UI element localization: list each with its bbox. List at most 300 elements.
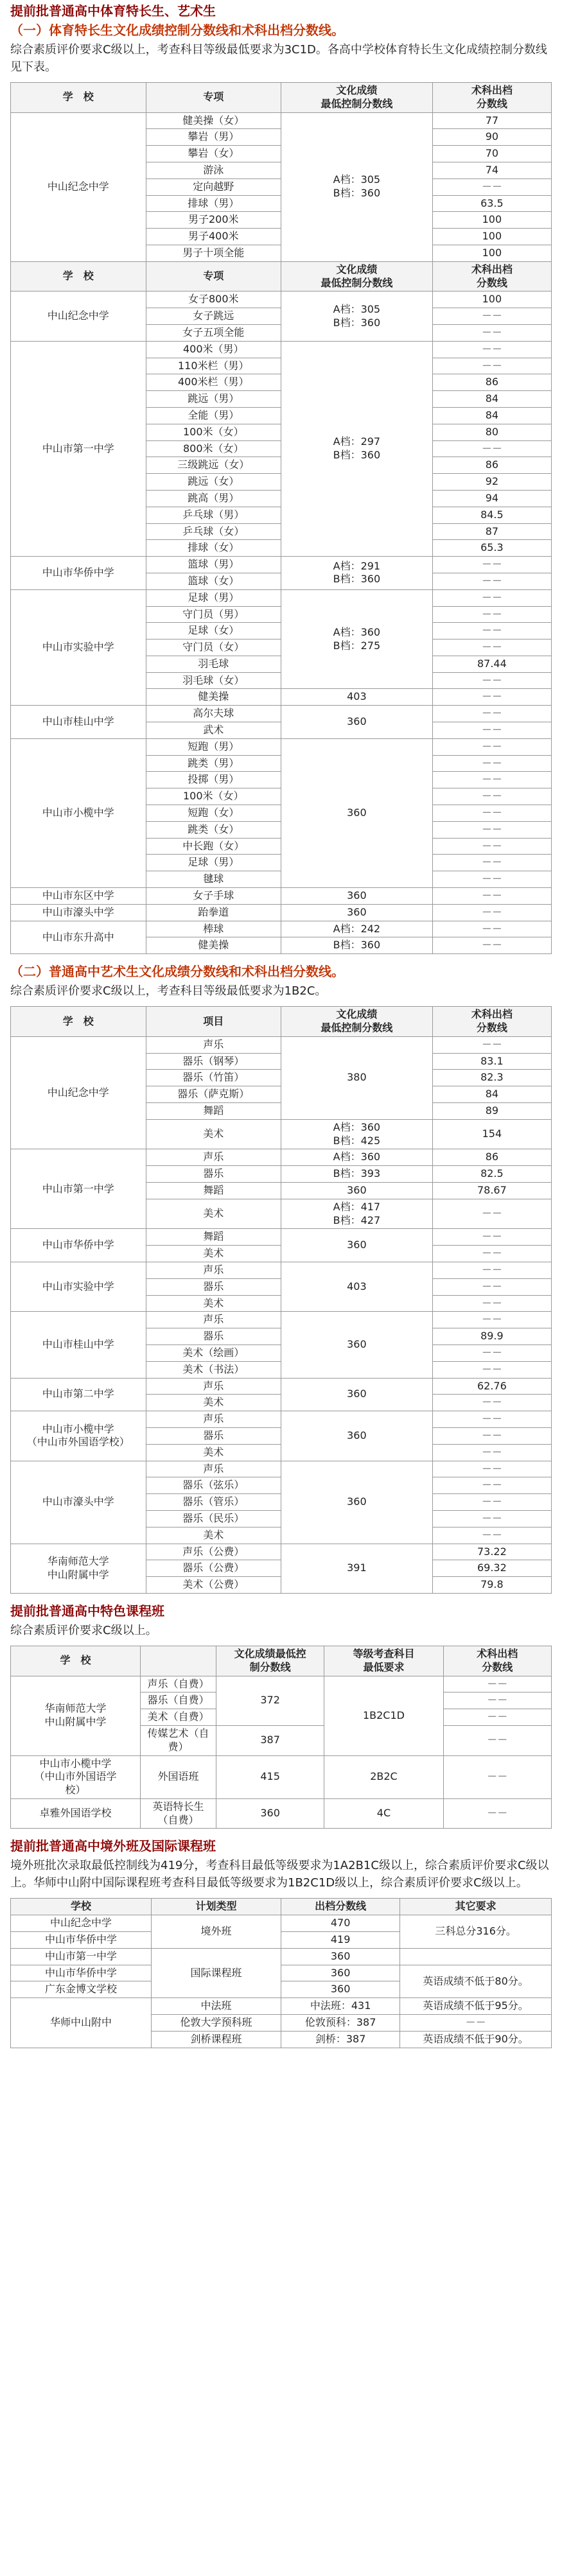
item-cell: 乒乓球（女）: [146, 523, 281, 540]
skill-score-cell: －－: [432, 888, 551, 905]
skill-score-cell: －－: [443, 1676, 551, 1693]
skill-score-cell: －－: [443, 1798, 551, 1829]
section-4: [10, 1836, 552, 2048]
skill-score-cell: －－: [432, 672, 551, 689]
skill-score-cell: 92: [432, 474, 551, 491]
table-row: [11, 1229, 552, 1246]
item-cell: 声乐: [146, 1312, 281, 1328]
item-cell: 器乐（公费）: [146, 1560, 281, 1577]
item-cell: 美术: [146, 1199, 281, 1229]
school-cell: 中山市第一中学: [11, 1948, 152, 1965]
culture-score-cell: 360: [216, 1798, 324, 1829]
culture-score-cell: 372: [216, 1676, 324, 1725]
culture-score-cell: A档：242: [281, 921, 433, 937]
column-header: 其它要求: [400, 1899, 552, 1915]
school-cell: 中山市华侨中学: [11, 1965, 152, 1981]
skill-score-cell: －－: [432, 358, 551, 374]
skill-score-cell: 100: [432, 212, 551, 229]
item-cell: 器乐（竹笛）: [146, 1070, 281, 1086]
skill-score-cell: －－: [432, 722, 551, 739]
school-cell: 中山市华侨中学: [11, 557, 146, 590]
skill-score-cell: －－: [432, 1395, 551, 1411]
school-cell: 中山市小榄中学 （中山市外国语学校）: [11, 1411, 146, 1461]
school-cell: 中山纪念中学: [11, 1036, 146, 1149]
culture-score-cell: 360: [281, 1378, 433, 1411]
item-cell: 声乐: [146, 1036, 281, 1053]
culture-score-cell: 360: [281, 738, 433, 887]
item-cell: 跆拳道: [146, 904, 281, 921]
school-cell: 中山纪念中学: [11, 1915, 152, 1932]
item-cell: 器乐: [146, 1166, 281, 1183]
skill-score-cell: 74: [432, 162, 551, 178]
item-cell: 外国语班: [141, 1755, 216, 1798]
item-cell: 男子十项全能: [146, 245, 281, 261]
header-row: [11, 1007, 552, 1037]
section-2-intro: 综合素质评价要求C级以上，考查科目等级最低要求为1B2C。: [10, 984, 327, 998]
school-cell: 中山市实验中学: [11, 589, 146, 706]
table-row: [11, 1676, 552, 1693]
section-2-subtitle: （二）普通高中艺术生文化成绩分数线和术科出档分数线。: [10, 964, 344, 980]
item-cell: 美术（公费）: [146, 1577, 281, 1594]
level-requirement-cell: 2B2C: [324, 1755, 443, 1798]
item-cell: 800米（女）: [146, 440, 281, 457]
item-cell: 健美操: [146, 689, 281, 706]
skill-score-cell: 87: [432, 523, 551, 540]
item-cell: 舞蹈: [146, 1103, 281, 1120]
column-header: 学 校: [11, 1646, 141, 1676]
column-header: 文化成绩 最低控制分数线: [281, 261, 433, 292]
item-cell: 跳类（男）: [146, 755, 281, 772]
school-cell: 中山市第一中学: [11, 341, 146, 556]
skill-score-cell: －－: [432, 838, 551, 855]
item-cell: 篮球（男）: [146, 557, 281, 573]
culture-score-cell: 360: [281, 904, 433, 921]
table-row: [11, 1998, 552, 2015]
item-cell: 三级跳远（女）: [146, 457, 281, 474]
item-cell: 器乐（自费）: [141, 1693, 216, 1709]
item-cell: 女子五项全能: [146, 324, 281, 341]
sports-table: [10, 82, 552, 954]
plan-type-cell: 剑桥课程班: [151, 2031, 281, 2048]
other-requirement-cell: 英语成绩不低于95分。: [400, 1998, 552, 2015]
column-header: 文化成绩 最低控制分数线: [281, 1007, 433, 1037]
skill-score-cell: －－: [432, 937, 551, 954]
skill-score-cell: －－: [432, 1345, 551, 1361]
other-requirement-cell: 英语成绩不低于80分。: [400, 1965, 552, 1998]
school-cell: 中山纪念中学: [11, 292, 146, 341]
skill-score-cell: －－: [432, 178, 551, 195]
column-header: 学校: [11, 1899, 152, 1915]
table-row: [11, 904, 552, 921]
skill-score-cell: －－: [432, 341, 551, 358]
skill-score-cell: 82.3: [432, 1070, 551, 1086]
skill-score-cell: －－: [432, 1411, 551, 1428]
item-cell: 美术: [146, 1444, 281, 1461]
skill-score-cell: 剑桥：387: [281, 2031, 400, 2048]
item-cell: 声乐: [146, 1149, 281, 1166]
table-row: [11, 112, 552, 129]
item-cell: 100米（女）: [146, 424, 281, 440]
item-cell: 跳类（女）: [146, 821, 281, 838]
other-requirement-cell: 三科总分316分。: [400, 1915, 552, 1949]
skill-score-cell: 94: [432, 490, 551, 507]
section-4-title: 提前批普通高中境外班及国际课程班: [10, 1838, 216, 1854]
culture-score-cell: A档：417 B档：427: [281, 1199, 433, 1229]
skill-score-cell: 63.5: [432, 195, 551, 212]
culture-score-cell: 360: [281, 1312, 433, 1378]
item-cell: 武术: [146, 722, 281, 739]
item-cell: 器乐: [146, 1278, 281, 1295]
section-1-subtitle: （一）体育特长生文化成绩控制分数线和术科出档分数线。: [10, 22, 344, 38]
skill-score-cell: －－: [432, 589, 551, 606]
school-cell: 中山市华侨中学: [11, 1932, 152, 1949]
item-cell: 器乐（钢琴）: [146, 1053, 281, 1070]
item-cell: 健美操（女）: [146, 112, 281, 129]
item-cell: 110米栏（男）: [146, 358, 281, 374]
skill-score-cell: －－: [432, 324, 551, 341]
skill-score-cell: 470: [281, 1915, 400, 1932]
header-row: [11, 83, 552, 113]
skill-score-cell: －－: [432, 1295, 551, 1312]
plan-type-cell: 中法班: [151, 1998, 281, 2015]
skill-score-cell: －－: [432, 308, 551, 325]
culture-score-cell: 391: [281, 1544, 433, 1593]
column-header: 出档分数线: [281, 1899, 400, 1915]
item-cell: 器乐（管乐）: [146, 1494, 281, 1511]
item-cell: 篮球（女）: [146, 573, 281, 589]
skill-score-cell: 89: [432, 1103, 551, 1120]
item-cell: 守门员（女）: [146, 640, 281, 656]
school-cell: 华南师范大学 中山附属中学: [11, 1676, 141, 1755]
skill-score-cell: －－: [443, 1709, 551, 1726]
skill-score-cell: －－: [432, 1527, 551, 1544]
item-cell: 器乐: [146, 1328, 281, 1345]
skill-score-cell: －－: [432, 623, 551, 640]
skill-score-cell: 83.1: [432, 1053, 551, 1070]
table-row: [11, 1036, 552, 1053]
school-cell: 中山市小榄中学: [11, 738, 146, 887]
skill-score-cell: －－: [432, 855, 551, 871]
culture-score-cell: B档：360: [281, 937, 433, 954]
item-cell: 投掷（男）: [146, 772, 281, 788]
item-cell: 400米（男）: [146, 341, 281, 358]
column-header: 术科出档 分数线: [432, 83, 551, 113]
table-row: [11, 1461, 552, 1477]
school-cell: 中山市桂山中学: [11, 706, 146, 739]
item-cell: 守门员（男）: [146, 606, 281, 623]
column-header: 术科出档 分数线: [432, 1007, 551, 1037]
header-row: [11, 1646, 552, 1676]
item-cell: 足球（男）: [146, 855, 281, 871]
column-header: 等级考查科目 最低要求: [324, 1646, 443, 1676]
skill-score-cell: －－: [443, 1725, 551, 1755]
item-cell: 定向越野: [146, 178, 281, 195]
item-cell: 声乐: [146, 1461, 281, 1477]
table-row: [11, 1262, 552, 1278]
skill-score-cell: －－: [443, 1693, 551, 1709]
item-cell: 声乐: [146, 1262, 281, 1278]
section-2: [10, 962, 552, 1594]
skill-score-cell: 70: [432, 146, 551, 162]
item-cell: 跳远（男）: [146, 391, 281, 408]
culture-score-cell: 360: [281, 888, 433, 905]
item-cell: 美术: [146, 1527, 281, 1544]
item-cell: 短跑（男）: [146, 738, 281, 755]
school-cell: 华师中山附中: [11, 1998, 152, 2048]
item-cell: 攀岩（男）: [146, 129, 281, 146]
skill-score-cell: －－: [432, 573, 551, 589]
table-row: [11, 1948, 552, 1965]
section-1: [10, 1, 552, 954]
header-row: [11, 1899, 552, 1915]
skill-score-cell: －－: [432, 1510, 551, 1527]
table-row: [11, 1965, 552, 1981]
plan-type-cell: 境外班: [151, 1915, 281, 1949]
school-cell: 卓雅外国语学校: [11, 1798, 141, 1829]
column-header: 学 校: [11, 261, 146, 292]
skill-score-cell: －－: [432, 1477, 551, 1494]
item-cell: 100米（女）: [146, 788, 281, 805]
culture-score-cell: 403: [281, 689, 433, 706]
skill-score-cell: 100: [432, 245, 551, 261]
skill-score-cell: －－: [432, 1444, 551, 1461]
item-cell: 足球（男）: [146, 589, 281, 606]
skill-score-cell: 69.32: [432, 1560, 551, 1577]
item-cell: 全能（男）: [146, 407, 281, 424]
item-cell: 器乐（萨克斯）: [146, 1086, 281, 1103]
skill-score-cell: 82.5: [432, 1166, 551, 1183]
art-table: [10, 1006, 552, 1594]
skill-score-cell: 360: [281, 1948, 400, 1965]
skill-score-cell: －－: [443, 1755, 551, 1798]
item-cell: 男子200米: [146, 212, 281, 229]
culture-score-cell: 360: [281, 1411, 433, 1461]
skill-score-cell: 84: [432, 391, 551, 408]
skill-score-cell: 89.9: [432, 1328, 551, 1345]
culture-score-cell: 360: [281, 706, 433, 739]
table-row: [11, 921, 552, 937]
skill-score-cell: －－: [432, 772, 551, 788]
skill-score-cell: －－: [432, 738, 551, 755]
column-header: 计划类型: [151, 1899, 281, 1915]
item-cell: 羽毛球: [146, 656, 281, 672]
school-cell: 中山市濠头中学: [11, 904, 146, 921]
culture-score-cell: A档：291 B档：360: [281, 557, 433, 590]
culture-score-cell: 360: [281, 1461, 433, 1544]
skill-score-cell: 84.5: [432, 507, 551, 523]
column-header: [141, 1646, 216, 1676]
skill-score-cell: 62.76: [432, 1378, 551, 1395]
skill-score-cell: －－: [432, 805, 551, 822]
level-requirement-cell: 1B2C1D: [324, 1676, 443, 1755]
culture-score-cell: A档：305 B档：360: [281, 112, 433, 261]
table-row: [11, 1544, 552, 1560]
feature-class-table: [10, 1646, 552, 1829]
skill-score-cell: －－: [432, 557, 551, 573]
item-cell: 传媒艺术（自费）: [141, 1725, 216, 1755]
skill-score-cell: －－: [432, 689, 551, 706]
school-cell: 中山市第一中学: [11, 1149, 146, 1229]
skill-score-cell: －－: [432, 871, 551, 888]
culture-score-cell: A档：360: [281, 1149, 433, 1166]
other-requirement-cell: 英语成绩不低于90分。: [400, 2031, 552, 2048]
plan-type-cell: 国际课程班: [151, 1948, 281, 1997]
skill-score-cell: －－: [432, 1427, 551, 1444]
culture-score-cell: A档：297 B档：360: [281, 341, 433, 556]
skill-score-cell: 86: [432, 457, 551, 474]
item-cell: 声乐: [146, 1411, 281, 1428]
item-cell: 足球（女）: [146, 623, 281, 640]
item-cell: 高尔夫球: [146, 706, 281, 722]
skill-score-cell: 360: [281, 1965, 400, 1981]
skill-score-cell: －－: [432, 1036, 551, 1053]
plan-type-cell: 伦敦大学预科班: [151, 2015, 281, 2032]
skill-score-cell: 79.8: [432, 1577, 551, 1594]
section-4-intro: 境外班批次录取最低控制线为419分，考查科目最低等级要求为1A2B1C级以上，综合素质评价要求C级以上。华师中山附中国际课程班考查科目最低等级要求为1B2C1D级以上，综合素质评价要求C级以上。: [10, 1859, 549, 1890]
item-cell: 美术（自费）: [141, 1709, 216, 1726]
culture-score-cell: 387: [216, 1725, 324, 1755]
level-requirement-cell: 4C: [324, 1798, 443, 1829]
skill-score-cell: －－: [432, 1461, 551, 1477]
table-row: [11, 341, 552, 358]
skill-score-cell: －－: [432, 755, 551, 772]
item-cell: 排球（女）: [146, 540, 281, 557]
item-cell: 攀岩（女）: [146, 146, 281, 162]
item-cell: 女子手球: [146, 888, 281, 905]
skill-score-cell: 87.44: [432, 656, 551, 672]
school-cell: 中山市小榄中学 （中山市外国语学 校）: [11, 1755, 141, 1798]
school-cell: 中山市东区中学: [11, 888, 146, 905]
item-cell: 中长跑（女）: [146, 838, 281, 855]
skill-score-cell: 84: [432, 407, 551, 424]
header-row: [11, 261, 552, 292]
item-cell: 跳远（女）: [146, 474, 281, 491]
culture-score-cell: 415: [216, 1755, 324, 1798]
skill-score-cell: －－: [432, 440, 551, 457]
skill-score-cell: 154: [432, 1119, 551, 1149]
item-cell: 美术（绘画）: [146, 1345, 281, 1361]
column-header: 文化成绩 最低控制分数线: [281, 83, 433, 113]
skill-score-cell: 中法班：431: [281, 1998, 400, 2015]
other-requirement-cell: [400, 1948, 552, 1965]
item-cell: 美术（书法）: [146, 1361, 281, 1378]
skill-score-cell: 360: [281, 1981, 400, 1998]
table-row: [11, 738, 552, 755]
school-cell: 中山市实验中学: [11, 1262, 146, 1311]
skill-score-cell: 100: [432, 292, 551, 308]
table-row: [11, 1149, 552, 1166]
table-row: [11, 1411, 552, 1428]
item-cell: 器乐: [146, 1427, 281, 1444]
item-cell: 男子400米: [146, 229, 281, 245]
skill-score-cell: －－: [432, 788, 551, 805]
table-row: [11, 292, 552, 308]
skill-score-cell: －－: [432, 706, 551, 722]
skill-score-cell: －－: [432, 606, 551, 623]
school-cell: 中山市东升高中: [11, 921, 146, 954]
international-table: [10, 1898, 552, 2048]
culture-score-cell: 380: [281, 1036, 433, 1119]
item-cell: 声乐: [146, 1378, 281, 1395]
section-3-intro: 综合素质评价要求C级以上。: [10, 1623, 157, 1637]
item-cell: 器乐（弦乐）: [146, 1477, 281, 1494]
item-cell: 声乐（公费）: [146, 1544, 281, 1560]
school-cell: 中山市桂山中学: [11, 1312, 146, 1378]
item-cell: 女子800米: [146, 292, 281, 308]
culture-score-cell: 360: [281, 1229, 433, 1262]
column-header: 专项: [146, 83, 281, 113]
skill-score-cell: －－: [432, 1494, 551, 1511]
skill-score-cell: －－: [432, 821, 551, 838]
item-cell: 英语特长生 （自费）: [141, 1798, 216, 1829]
item-cell: 棒球: [146, 921, 281, 937]
skill-score-cell: －－: [432, 1246, 551, 1262]
other-requirement-cell: －－: [400, 2015, 552, 2032]
school-cell: 中山市华侨中学: [11, 1229, 146, 1262]
skill-score-cell: 伦敦预科：387: [281, 2015, 400, 2032]
item-cell: 舞蹈: [146, 1229, 281, 1246]
culture-score-cell: 403: [281, 1262, 433, 1311]
skill-score-cell: 86: [432, 374, 551, 391]
column-header: 项目: [146, 1007, 281, 1037]
table-row: [11, 589, 552, 606]
table-row: [11, 1378, 552, 1395]
skill-score-cell: 65.3: [432, 540, 551, 557]
column-header: 术科出档 分数线: [443, 1646, 551, 1676]
item-cell: 健美操: [146, 937, 281, 954]
skill-score-cell: 77: [432, 112, 551, 129]
school-cell: 中山市濠头中学: [11, 1461, 146, 1544]
item-cell: 舞蹈: [146, 1183, 281, 1199]
item-cell: 美术: [146, 1395, 281, 1411]
culture-score-cell: A档：360 B档：425: [281, 1119, 433, 1149]
culture-score-cell: A档：305 B档：360: [281, 292, 433, 341]
table-row: [11, 888, 552, 905]
section-1-intro: 综合素质评价要求C级以上，考查科目等级最低要求为3C1D。各高中学校体育特长生文化成绩控制分数线见下表。: [10, 43, 547, 74]
skill-score-cell: －－: [432, 921, 551, 937]
skill-score-cell: －－: [432, 1312, 551, 1328]
skill-score-cell: －－: [432, 640, 551, 656]
table-row: [11, 557, 552, 573]
item-cell: 器乐（民乐）: [146, 1510, 281, 1527]
culture-score-cell: B档：393: [281, 1166, 433, 1183]
item-cell: 排球（男）: [146, 195, 281, 212]
school-cell: 广东金博文学校: [11, 1981, 152, 1998]
item-cell: 游泳: [146, 162, 281, 178]
skill-score-cell: －－: [432, 1361, 551, 1378]
skill-score-cell: 86: [432, 1149, 551, 1166]
table-row: [11, 706, 552, 722]
skill-score-cell: －－: [432, 1229, 551, 1246]
section-3: [10, 1601, 552, 1829]
school-cell: 华南师范大学 中山附属中学: [11, 1544, 146, 1593]
skill-score-cell: 419: [281, 1932, 400, 1949]
table-row: [11, 1312, 552, 1328]
table-row: [11, 1798, 552, 1829]
column-header: 文化成绩最低控 制分数线: [216, 1646, 324, 1676]
skill-score-cell: －－: [432, 1199, 551, 1229]
item-cell: 美术: [146, 1119, 281, 1149]
skill-score-cell: 84: [432, 1086, 551, 1103]
skill-score-cell: 73.22: [432, 1544, 551, 1560]
item-cell: 美术: [146, 1246, 281, 1262]
skill-score-cell: －－: [432, 1262, 551, 1278]
item-cell: 声乐（自费）: [141, 1676, 216, 1693]
column-header: 学 校: [11, 1007, 146, 1037]
item-cell: 羽毛球（女）: [146, 672, 281, 689]
skill-score-cell: 78.67: [432, 1183, 551, 1199]
skill-score-cell: －－: [432, 904, 551, 921]
